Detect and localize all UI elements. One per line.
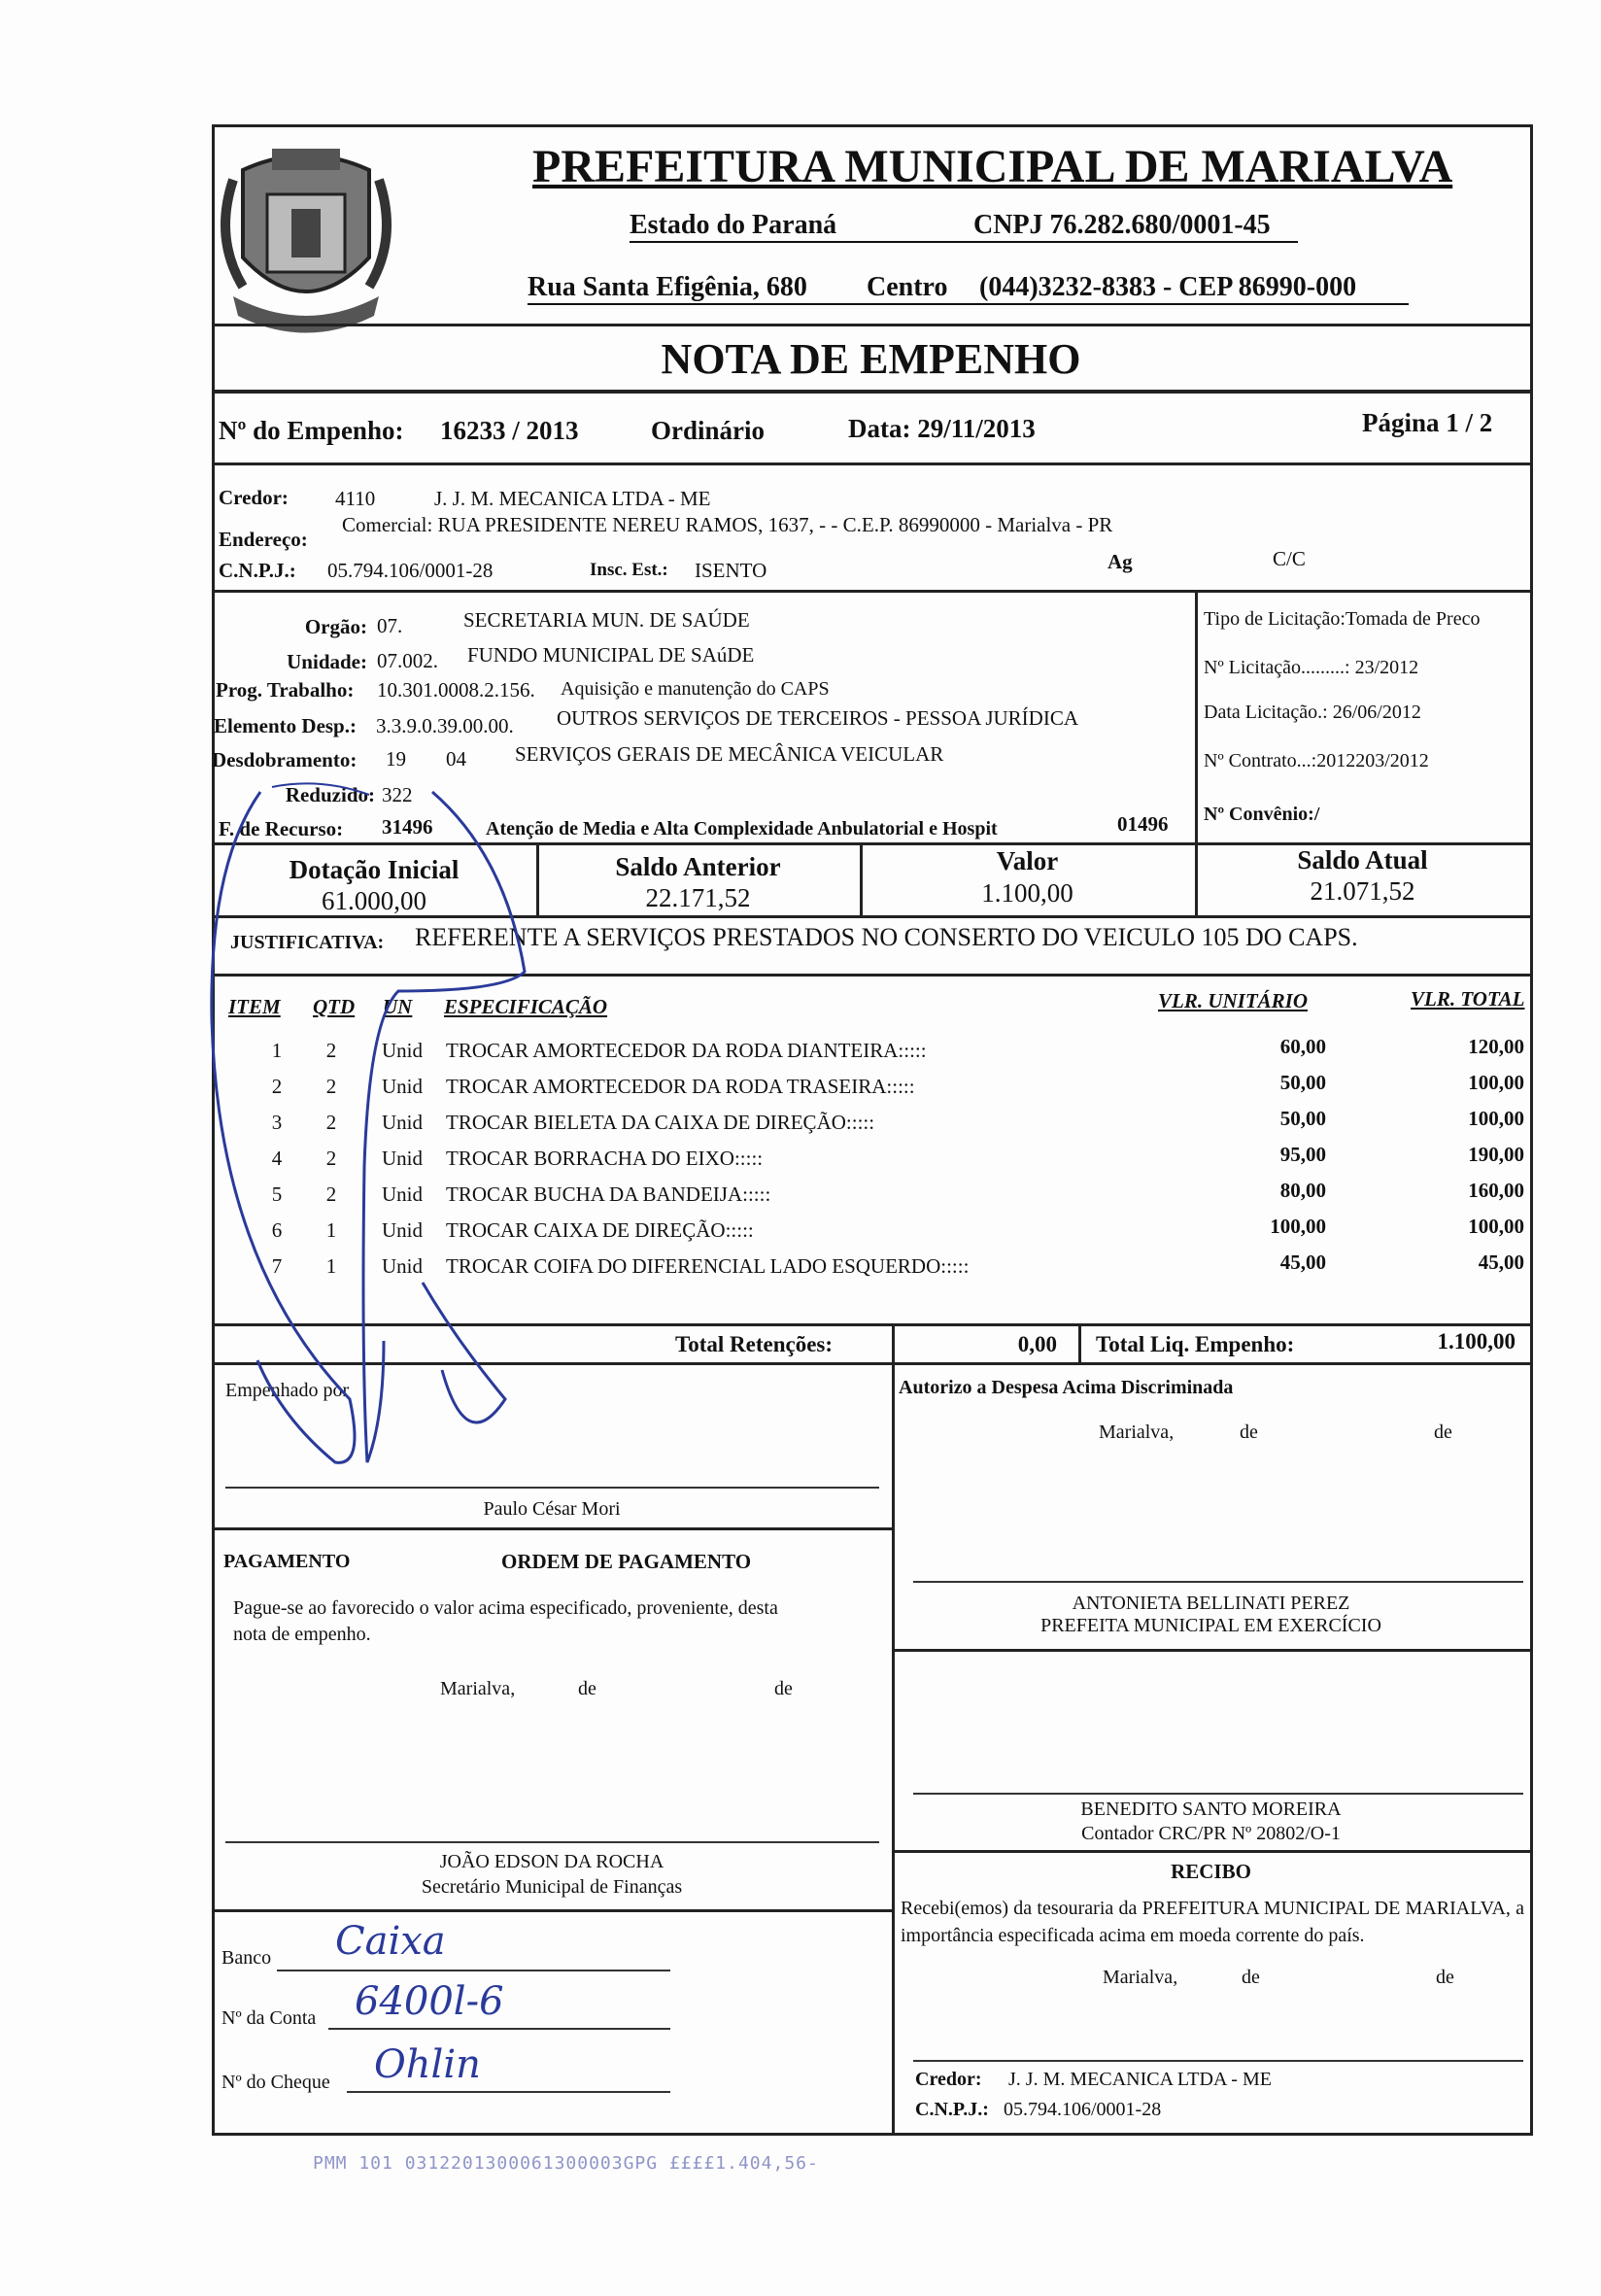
col-total-value: VLR. TOTAL [1411,987,1525,1011]
autorizo-city: Marialva, [1099,1422,1175,1443]
secretario-name: JOÃO EDSON DA ROCHA [439,1851,664,1872]
credor-code: 4110 [335,487,376,510]
item-qtd: 2 [325,1039,337,1062]
item-unit-value: 100,00 [1270,1215,1326,1238]
item-unit: Unid [382,1218,423,1242]
recurso-label: F. de Recurso: [219,817,344,840]
contador-name: BENEDITO SANTO MOREIRA [1080,1799,1342,1820]
item-total-value: 190,00 [1468,1143,1524,1166]
phone-cep: (044)3232-8383 - CEP 86990-000 [979,272,1357,302]
item-number: 6 [271,1218,283,1242]
item-unit: Unid [382,1147,423,1170]
item-description: TROCAR AMORTECEDOR DA RODA DIANTEIRA::::: [446,1039,927,1062]
prog-label: Prog. Trabalho: [216,678,355,702]
conta-handwritten: 6400l-6 [355,1979,504,2024]
recibo-title: RECIBO [1171,1860,1251,1883]
empenho-label: Nº do Empenho: [219,416,404,445]
item-number: 2 [271,1075,283,1098]
item-unit-value: 60,00 [1279,1035,1326,1058]
insc-value: ISENTO [695,559,767,582]
pagamento-de-1: de [578,1678,596,1699]
insc-label: Insc. Est.: [590,560,668,580]
item-total-value: 45,00 [1478,1251,1524,1274]
recibo-credor-label: Credor: [915,2069,982,2090]
cc-label: C/C [1273,547,1306,570]
dotacao-label: Dotação Inicial [289,855,460,884]
recibo-de-1: de [1242,1967,1260,1988]
saldo-anterior-label: Saldo Anterior [615,852,781,881]
item-unit: Unid [382,1039,423,1062]
item-qtd: 2 [325,1182,337,1206]
cheque-label: Nº do Cheque [221,2072,330,2093]
col-qtd: QTD [313,995,356,1018]
tipo-licitacao: Tipo de Licitação:Tomada de Preco [1204,608,1481,630]
saldo-atual-label: Saldo Atual [1297,845,1428,874]
reduzido-value: 322 [382,783,413,806]
unidade-code: 07.002. [377,649,438,672]
cnpj-label: C.N.P.J.: [219,559,296,582]
recurso-code2: 01496 [1117,812,1169,836]
numero-contrato: Nº Contrato...:2012203/2012 [1204,750,1429,771]
prog-code: 10.301.0008.2.156. [377,678,535,702]
elem-code: 3.3.9.0.39.00.00. [376,714,514,737]
justificativa-text: REFERENTE A SERVIÇOS PRESTADOS NO CONSERTO DO VEICULO 105 DO CAPS. [415,923,1358,951]
ag-label: Ag [1107,550,1133,573]
recibo-de-2: de [1436,1967,1454,1988]
dotacao-value: 61.000,00 [322,886,426,915]
prog-name: Aquisição e manutenção do CAPS [561,678,830,700]
recibo-credor-name: J. J. M. MECANICA LTDA - ME [1008,2069,1272,2090]
item-number: 7 [271,1254,283,1278]
liq-label: Total Liq. Empenho: [1096,1332,1295,1356]
page-number: Página 1 / 2 [1362,408,1493,437]
saldo-atual-value: 21.071,52 [1310,876,1415,906]
banco-handwritten: Caixa [335,1919,446,1964]
item-qtd: 2 [325,1075,337,1098]
data-licitacao: Data Licitação.: 26/06/2012 [1204,702,1421,723]
valor-label: Valor [996,846,1059,875]
conta-label: Nº da Conta [221,2007,317,2029]
item-qtd: 1 [325,1218,337,1242]
item-unit: Unid [382,1111,423,1134]
liq-value: 1.100,00 [1437,1329,1516,1354]
autorizo-label: Autorizo a Despesa Acima Discriminada [899,1377,1234,1398]
item-total-value: 100,00 [1468,1215,1524,1238]
doc-title: NOTA DE EMPENHO [661,335,1081,383]
recibo-text: Recebi(emos) da tesouraria da PREFEITURA MUNICIPAL DE MARIALVA, a importância especificada acima em moeda corrente do país. [901,1898,1524,1946]
coat-of-arms-logo [214,141,398,335]
ordem-pagamento-label: ORDEM DE PAGAMENTO [501,1550,752,1573]
item-unit-value: 50,00 [1279,1071,1326,1094]
item-total-value: 160,00 [1468,1179,1524,1202]
empenhado-label: Empenhado por [225,1380,350,1401]
col-item: ITEM [228,995,281,1018]
empenho-number: 16233 / 2013 [440,416,579,445]
cheque-handwritten: Ohlin [374,2042,481,2087]
recibo-city: Marialva, [1103,1967,1178,1988]
item-description: TROCAR BIELETA DA CAIXA DE DIREÇÃO::::: [446,1111,875,1134]
prefeita-name: ANTONIETA BELLINATI PEREZ [1072,1593,1350,1614]
address-line [528,274,1409,305]
recibo-cnpj-label: C.N.P.J.: [915,2099,989,2120]
desd-a: 19 [386,747,406,771]
numero-licitacao: Nº Licitação.........: 23/2012 [1204,657,1419,678]
item-qtd: 2 [325,1111,337,1134]
municipality-cnpj: CNPJ 76.282.680/0001-45 [973,210,1271,240]
item-unit: Unid [382,1182,423,1206]
col-unit-value: VLR. UNITÁRIO [1158,989,1309,1012]
retencoes-value: 0,00 [1017,1332,1057,1356]
recibo-cnpj: 05.794.106/0001-28 [1004,2099,1162,2120]
item-description: TROCAR COIFA DO DIFERENCIAL LADO ESQUERDO::::: [446,1254,970,1278]
col-spec: ESPECIFICAÇÃO [444,995,608,1018]
retencoes-label: Total Retenções: [675,1332,834,1356]
valor-value: 1.100,00 [981,878,1073,908]
municipality-title: PREFEITURA MUNICIPAL DE MARIALVA [532,141,1453,192]
address-label: Endereço: [219,528,308,551]
credor-address: Comercial: RUA PRESIDENTE NEREU RAMOS, 1637, - - C.E.P. 86990000 - Marialva - PR [342,513,1113,536]
unidade-name: FUNDO MUNICIPAL DE SAúDE [467,643,755,667]
pagamento-label: PAGAMENTO [223,1551,351,1572]
saldo-anterior-value: 22.171,52 [645,883,751,912]
item-number: 1 [271,1039,283,1062]
autorizo-de-2: de [1434,1422,1452,1443]
item-total-value: 120,00 [1468,1035,1524,1058]
elem-label: Elemento Desp.: [214,714,357,737]
desd-name: SERVIÇOS GERAIS DE MECÂNICA VEICULAR [515,742,944,766]
item-number: 5 [271,1182,283,1206]
item-unit-value: 80,00 [1279,1179,1326,1202]
item-total-value: 100,00 [1468,1071,1524,1094]
street: Rua Santa Efigênia, 680 [528,272,807,302]
col-un: UN [383,995,413,1018]
item-total-value: 100,00 [1468,1107,1524,1130]
autorizo-de-1: de [1240,1422,1258,1443]
pagamento-text-1: Pague-se ao favorecido o valor acima especificado, proveniente, desta [233,1597,778,1619]
state-cnpj-line [630,212,1298,243]
contador-title: Contador CRC/PR Nº 20802/O-1 [1081,1823,1341,1844]
credor-label: Credor: [219,486,289,509]
empenhado-name: Paulo César Mori [483,1498,621,1520]
recurso-name: Atenção de Media e Alta Complexidade Anbulatorial e Hospit [486,818,998,840]
prefeita-title: PREFEITA MUNICIPAL EM EXERCÍCIO [1040,1615,1381,1636]
item-description: TROCAR AMORTECEDOR DA RODA TRASEIRA::::: [446,1075,915,1098]
empenho-date: Data: 29/11/2013 [848,414,1036,443]
empenho-type: Ordinário [651,416,766,445]
item-qtd: 1 [325,1254,337,1278]
item-description: TROCAR CAIXA DE DIREÇÃO::::: [446,1218,754,1242]
unidade-label: Unidade: [287,650,367,673]
justificativa-label: JUSTIFICATIVA: [230,932,385,953]
secretario-title: Secretário Municipal de Finanças [421,1876,683,1898]
bank-stamp: PMM 101 0312201300061300003GPG ££££1.404,56- [313,2153,819,2174]
pagamento-city: Marialva, [440,1678,516,1699]
pagamento-de-2: de [774,1678,793,1699]
desd-label: Desdobramento: [212,748,358,771]
orgao-name: SECRETARIA MUN. DE SAÚDE [463,608,750,632]
reduzido-label: Reduzido: [285,783,375,806]
recurso-code: 31496 [382,815,433,839]
item-qtd: 2 [325,1147,337,1170]
item-description: TROCAR BUCHA DA BANDEIJA::::: [446,1182,771,1206]
item-number: 4 [271,1147,283,1170]
orgao-code: 07. [377,614,403,637]
pagamento-text-2: nota de empenho. [233,1624,371,1645]
numero-convenio: Nº Convênio:/ [1204,804,1320,825]
desd-b: 04 [446,747,466,771]
banco-label: Banco [221,1947,272,1969]
credor-name: J. J. M. MECANICA LTDA - ME [434,487,711,510]
state-name: Estado do Paraná [630,210,837,240]
item-unit: Unid [382,1254,423,1278]
elem-name: OUTROS SERVIÇOS DE TERCEIROS - PESSOA JURÍDICA [557,706,1079,730]
district: Centro [867,272,948,302]
item-unit-value: 95,00 [1279,1143,1326,1166]
item-unit: Unid [382,1075,423,1098]
credor-cnpj: 05.794.106/0001-28 [327,559,494,582]
item-number: 3 [271,1111,283,1134]
orgao-label: Orgão: [304,615,367,638]
item-description: TROCAR BORRACHA DO EIXO::::: [446,1147,764,1170]
item-unit-value: 50,00 [1279,1107,1326,1130]
item-unit-value: 45,00 [1279,1251,1326,1274]
